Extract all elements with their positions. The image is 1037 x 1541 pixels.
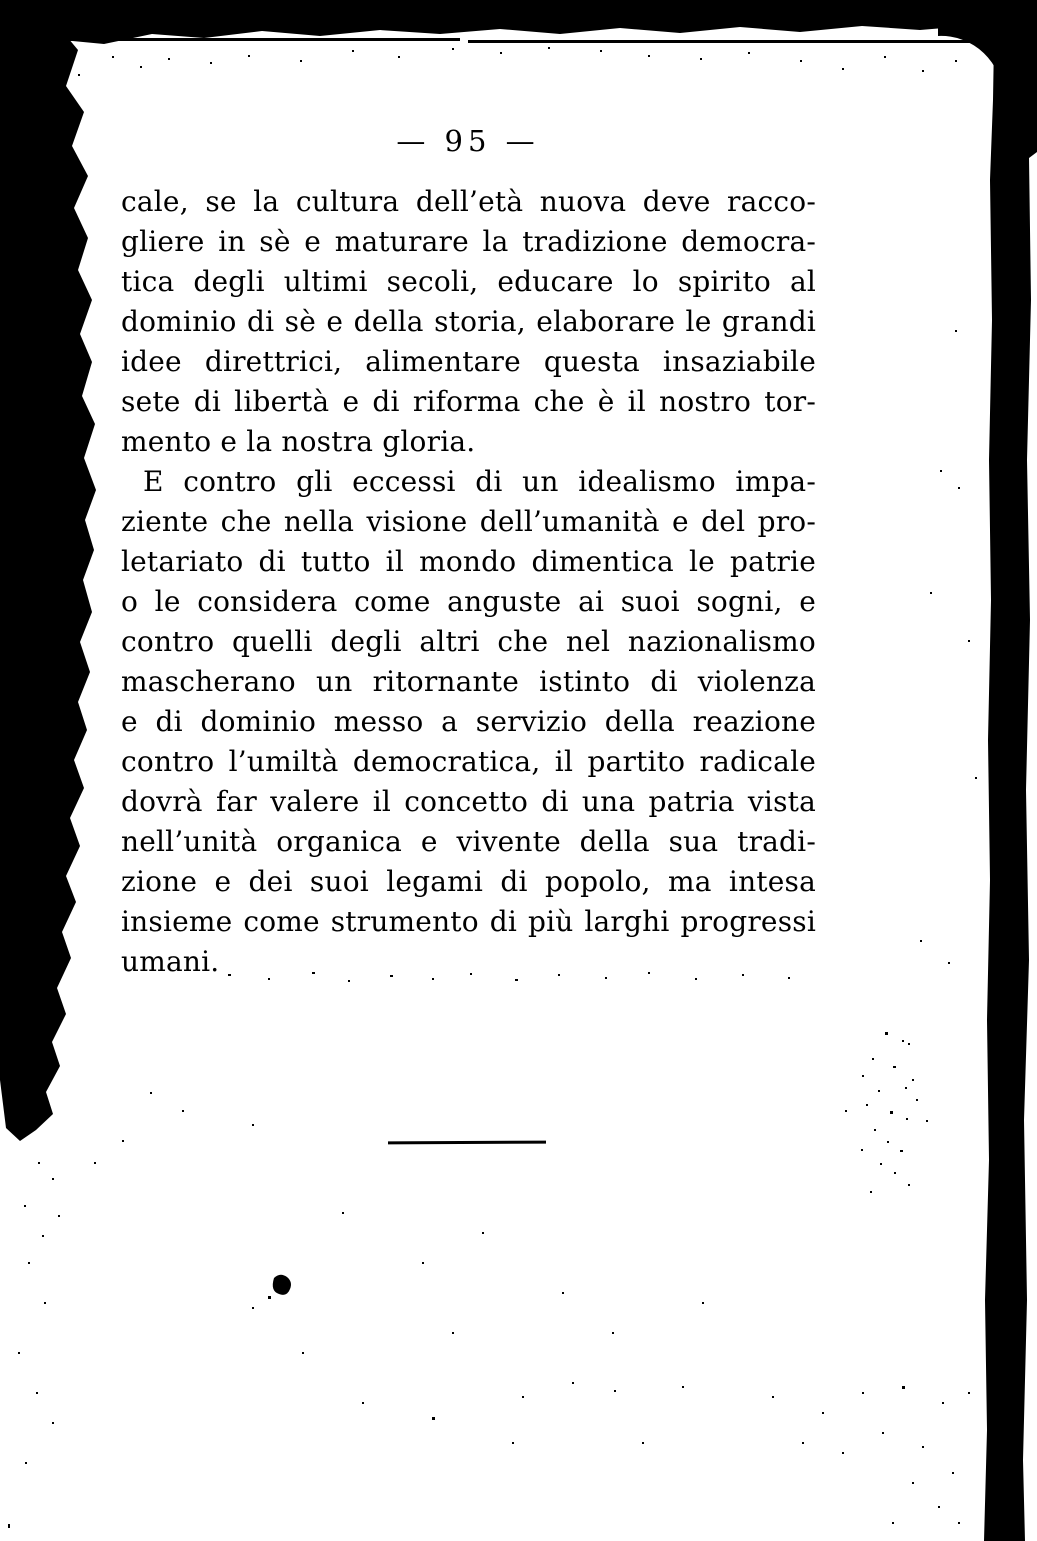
- text-line: cale, se la cultura dell’età nuova deve racco-: [121, 185, 816, 218]
- page-number: — 95 —: [396, 124, 540, 158]
- text-line: nell’unità organica e vivente della sua tradi-: [121, 825, 816, 858]
- text-line: idee direttrici, alimentare questa insaziabile: [121, 345, 816, 378]
- paragraph: [121, 462, 816, 982]
- text-line: insieme come strumento di più larghi progressi: [121, 905, 816, 938]
- ink-blot-dot: [268, 1296, 271, 1299]
- text-line: E contro gli eccessi di un idealismo impa-: [143, 465, 816, 498]
- scan-edge-right: [984, 40, 1037, 1541]
- ink-blot: [273, 1275, 291, 1295]
- text-line: ziente che nella visione dell’umanità e del pro-: [121, 505, 816, 538]
- text-line: dominio di sè e della storia, elaborare le grandi: [121, 305, 816, 338]
- text-line: letariato di tutto il mondo dimentica le patrie: [121, 545, 816, 578]
- paragraph: [121, 182, 816, 462]
- text-line: tica degli ultimi secoli, educare lo spirito al: [121, 265, 816, 298]
- scan-edge-top-right-corner: [938, 20, 1037, 104]
- text-line: zione e dei suoi legami di popolo, ma intesa: [121, 865, 816, 898]
- text-line: contro l’umiltà democratica, il partito radicale: [121, 745, 816, 778]
- scan-line-top-left: [30, 38, 460, 41]
- text-line: sete di libertà e di riforma che è il nostro tor-: [121, 385, 816, 418]
- scan-edge-top: [0, 0, 1037, 48]
- text-line: mento e la nostra gloria.: [121, 425, 476, 458]
- text-line: umani.: [121, 945, 220, 978]
- section-divider: [388, 1141, 546, 1145]
- text-line: o le considera come anguste ai suoi sogni, e: [121, 585, 816, 618]
- scan-edge-left: [0, 0, 96, 1141]
- text-line: dovrà far valere il concetto di una patria vista: [121, 785, 816, 818]
- text-block: [121, 182, 816, 982]
- text-line: gliere in sè e maturare la tradizione democra-: [121, 225, 816, 258]
- text-line: contro quelli degli altri che nel nazionalismo: [121, 625, 816, 658]
- scan-line-top-right: [468, 40, 983, 43]
- text-line: e di dominio messo a servizio della reazione: [121, 705, 816, 738]
- text-line: mascherano un ritornante istinto di violenza: [121, 665, 816, 698]
